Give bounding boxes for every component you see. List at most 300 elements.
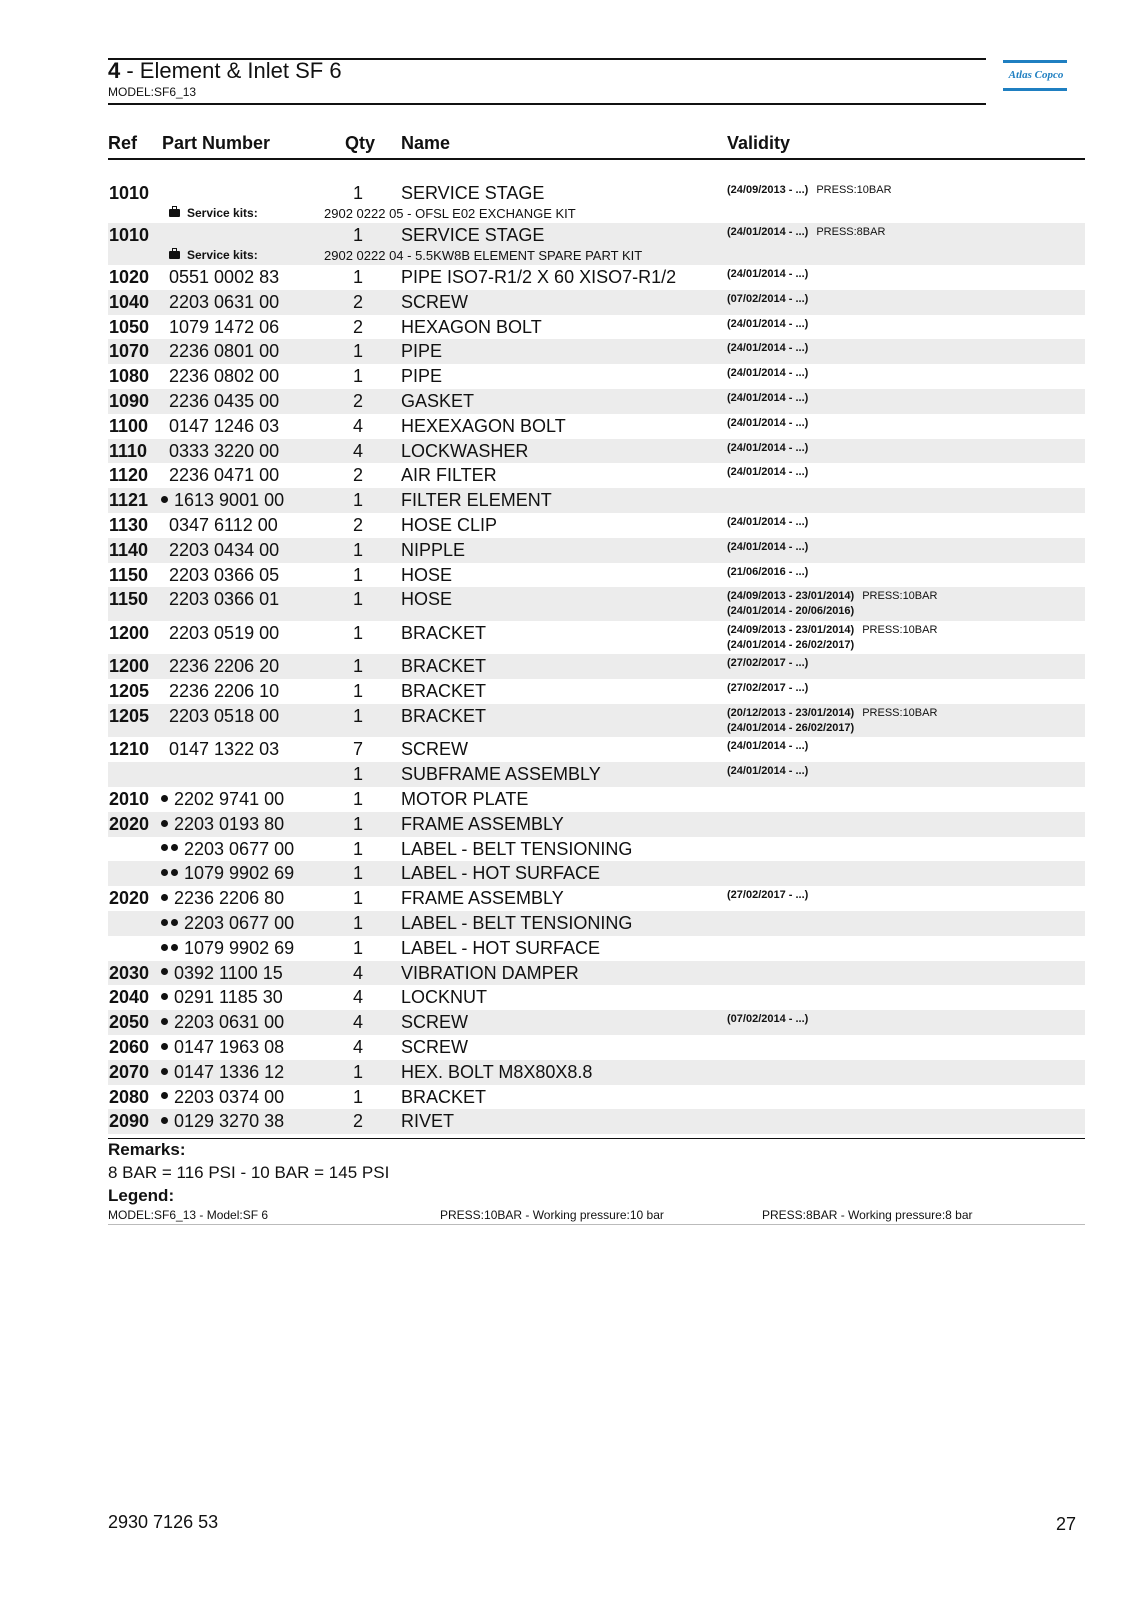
row-ref: 1020 bbox=[109, 267, 150, 287]
row-qty: 2 bbox=[352, 465, 363, 486]
indent-bullet-icon bbox=[171, 869, 178, 876]
legend-item-model: MODEL:SF6_13 - Model:SF 6 bbox=[108, 1208, 269, 1222]
row-part-number: 2203 0374 00 bbox=[174, 1086, 285, 1107]
row-qty: 1 bbox=[352, 888, 363, 909]
row-validity bbox=[727, 391, 808, 406]
table-row bbox=[108, 463, 1085, 488]
row-ref: 2090 bbox=[109, 1111, 150, 1132]
row-qty: 4 bbox=[352, 962, 363, 983]
row-validity bbox=[727, 681, 808, 696]
row-name: HEX. BOLT M8X80X8.8 bbox=[401, 1061, 593, 1082]
row-part-cell bbox=[169, 317, 279, 338]
row-name: VIBRATION DAMPER bbox=[401, 962, 579, 983]
row-ref: 1090 bbox=[109, 390, 150, 411]
row-validity bbox=[727, 565, 808, 580]
row-part-number: 0147 1336 12 bbox=[174, 1061, 285, 1082]
row-ref: 2080 bbox=[109, 1086, 150, 1107]
row-part-number: 2203 0677 00 bbox=[184, 913, 295, 934]
row-name: BRACKET bbox=[401, 705, 487, 726]
row-ref: 2030 bbox=[109, 962, 150, 983]
row-ref: 1210 bbox=[109, 739, 150, 760]
row-part-number: 2203 0677 00 bbox=[184, 838, 295, 859]
service-kit-value: 2902 0222 04 - 5.5KW8B ELEMENT SPARE PART KIT bbox=[324, 248, 643, 263]
row-validity-range: (27/02/2017 - ...) bbox=[727, 889, 809, 902]
row-qty: 1 bbox=[352, 490, 363, 511]
row-qty: 1 bbox=[352, 913, 363, 934]
logo-bar-top bbox=[1003, 60, 1067, 63]
row-name: LOCKNUT bbox=[401, 987, 488, 1008]
row-name: NIPPLE bbox=[401, 539, 466, 560]
row-validity-note: PRESS:10BAR bbox=[862, 706, 938, 719]
row-ref: 2020 bbox=[109, 813, 150, 834]
table-row bbox=[108, 621, 1085, 655]
row-ref: 1040 bbox=[109, 291, 150, 312]
row-qty: 1 bbox=[352, 267, 363, 287]
row-ref: 1110 bbox=[109, 440, 148, 461]
row-ref: 2020 bbox=[109, 888, 150, 909]
row-validity bbox=[727, 515, 808, 530]
row-part-number: 0147 1246 03 bbox=[169, 415, 280, 436]
table-row bbox=[108, 339, 1085, 364]
row-qty: 1 bbox=[352, 1086, 363, 1107]
row-qty: 1 bbox=[352, 789, 363, 810]
indent-bullet-icon bbox=[161, 1068, 168, 1075]
row-name: FRAME ASSEMBLY bbox=[401, 888, 564, 909]
indent-bullet-icon bbox=[161, 820, 168, 827]
row-part-cell bbox=[169, 366, 279, 387]
row-part-number: 2203 0631 00 bbox=[174, 1012, 285, 1033]
row-part-cell bbox=[161, 1111, 284, 1132]
row-part-number: 2236 2206 10 bbox=[169, 681, 280, 702]
row-validity-range: (27/02/2017 - ...) bbox=[727, 682, 809, 695]
row-ref: 1150 bbox=[109, 564, 149, 585]
page-number: 27 bbox=[1056, 1514, 1077, 1534]
row-validity-range: (24/01/2014 - ...) bbox=[727, 540, 809, 553]
row-ref: 1121 bbox=[109, 490, 149, 511]
row-part-cell bbox=[161, 863, 294, 884]
row-part-number: 0147 1963 08 bbox=[174, 1037, 285, 1058]
section-title-text: - Element & Inlet SF 6 bbox=[120, 58, 342, 83]
row-validity bbox=[727, 706, 937, 736]
table-row bbox=[108, 911, 1085, 936]
table-row bbox=[108, 679, 1085, 704]
row-qty: 2 bbox=[352, 514, 363, 535]
row-ref: 1200 bbox=[109, 622, 150, 643]
table-row bbox=[108, 265, 1085, 290]
row-qty: 4 bbox=[352, 987, 363, 1008]
row-validity-range: (24/01/2014 - ...) bbox=[727, 367, 809, 380]
remarks-heading: Remarks: bbox=[108, 1140, 186, 1159]
row-part-number: 2203 0193 80 bbox=[174, 813, 285, 834]
table-row bbox=[108, 513, 1085, 538]
row-name: SERVICE STAGE bbox=[401, 183, 545, 203]
row-qty: 1 bbox=[352, 681, 363, 702]
row-name: SCREW bbox=[401, 739, 468, 760]
toolbox-icon bbox=[169, 209, 180, 217]
indent-bullet-icon bbox=[161, 869, 168, 876]
row-name: BRACKET bbox=[401, 681, 487, 702]
row-validity bbox=[727, 540, 808, 555]
row-part-cell bbox=[161, 913, 294, 934]
row-qty: 2 bbox=[352, 291, 363, 312]
model-code: MODEL:SF6_13 bbox=[108, 85, 197, 99]
row-qty: 1 bbox=[352, 813, 363, 834]
row-part-cell bbox=[169, 441, 279, 462]
row-ref: 1140 bbox=[109, 539, 149, 560]
row-validity-range: (24/01/2014 - ...) bbox=[727, 342, 809, 355]
row-qty: 1 bbox=[352, 183, 363, 203]
row-validity-note: PRESS:8BAR bbox=[816, 226, 886, 238]
service-kit-label bbox=[169, 248, 258, 262]
row-validity bbox=[727, 292, 808, 307]
row-name: BRACKET bbox=[401, 622, 487, 643]
row-name: LOCKWASHER bbox=[401, 440, 529, 461]
row-name: HEXEXAGON BOLT bbox=[401, 415, 566, 436]
legend-heading: Legend: bbox=[108, 1186, 175, 1205]
row-validity bbox=[727, 764, 808, 779]
table-row bbox=[108, 812, 1085, 837]
row-part-cell bbox=[169, 565, 279, 586]
column-header-validity: Validity bbox=[727, 133, 791, 153]
service-kit-label-text: Service kits: bbox=[187, 206, 258, 220]
row-name: RIVET bbox=[401, 1111, 455, 1132]
row-validity-range: (20/12/2013 - 23/01/2014) bbox=[727, 706, 855, 719]
row-ref: 2050 bbox=[109, 1012, 150, 1033]
indent-bullet-icon bbox=[161, 993, 168, 1000]
row-ref: 1200 bbox=[109, 656, 150, 677]
row-validity-range: (24/01/2014 - ...) bbox=[727, 765, 809, 778]
row-validity-range: (07/02/2014 - ...) bbox=[727, 292, 809, 305]
row-part-cell bbox=[161, 1037, 284, 1058]
row-qty: 1 bbox=[352, 838, 363, 859]
row-part-cell bbox=[169, 706, 279, 727]
table-row bbox=[108, 936, 1085, 961]
indent-bullet-icon bbox=[161, 968, 168, 975]
row-name: PIPE bbox=[401, 366, 443, 387]
row-name: HOSE bbox=[401, 564, 453, 585]
column-header-rule bbox=[108, 158, 1085, 160]
row-qty: 1 bbox=[352, 564, 363, 585]
table-row bbox=[108, 837, 1085, 862]
table-row bbox=[108, 587, 1085, 621]
row-validity-range: (24/01/2014 - ...) bbox=[727, 226, 809, 238]
row-validity-range: (24/09/2013 - 23/01/2014) bbox=[727, 590, 855, 603]
row-qty: 4 bbox=[352, 1037, 363, 1058]
row-ref: 1205 bbox=[109, 705, 150, 726]
row-qty: 2 bbox=[352, 316, 363, 337]
row-name: LABEL - HOT SURFACE bbox=[401, 863, 601, 884]
table-row bbox=[108, 389, 1085, 414]
row-validity bbox=[727, 341, 808, 356]
table-row bbox=[108, 563, 1085, 588]
row-validity bbox=[727, 416, 808, 431]
row-validity bbox=[727, 317, 808, 332]
row-validity-range: (24/01/2014 - ...) bbox=[727, 441, 809, 454]
row-validity-note: PRESS:10BAR bbox=[816, 184, 892, 196]
row-name: LABEL - BELT TENSIONING bbox=[401, 838, 633, 859]
row-part-number: 0392 1100 15 bbox=[174, 962, 283, 983]
indent-bullet-icon bbox=[171, 919, 178, 926]
row-validity-range: (24/09/2013 - 23/01/2014) bbox=[727, 623, 855, 636]
table-row bbox=[108, 762, 1085, 787]
row-qty: 1 bbox=[352, 589, 363, 610]
row-validity-range: (24/01/2014 - ...) bbox=[727, 317, 809, 330]
section-number: 4 bbox=[108, 58, 121, 83]
row-qty: 1 bbox=[352, 656, 363, 677]
row-name: HEXAGON BOLT bbox=[401, 316, 542, 337]
document-number: 2930 7126 53 bbox=[108, 1512, 219, 1532]
service-kit-label-text: Service kits: bbox=[187, 248, 258, 262]
row-part-cell bbox=[169, 739, 279, 760]
logo-bar-bottom bbox=[1003, 88, 1067, 91]
row-qty: 1 bbox=[352, 539, 363, 560]
indent-bullet-icon bbox=[161, 894, 168, 901]
row-part-number: 1079 9902 69 bbox=[184, 937, 295, 958]
row-part-number: 0347 6112 00 bbox=[169, 514, 278, 535]
row-part-cell bbox=[161, 789, 284, 810]
row-validity-note: PRESS:10BAR bbox=[862, 623, 938, 636]
table-row bbox=[108, 787, 1085, 812]
row-name: HOSE CLIP bbox=[401, 514, 498, 535]
row-name: PIPE bbox=[401, 341, 443, 362]
row-qty: 4 bbox=[352, 415, 363, 436]
row-validity bbox=[727, 1012, 808, 1027]
row-part-cell bbox=[161, 987, 283, 1008]
row-name: SUBFRAME ASSEMBLY bbox=[401, 764, 601, 785]
legend-item-press-10bar: PRESS:10BAR - Working pressure:10 bar bbox=[440, 1208, 664, 1222]
row-part-cell bbox=[161, 963, 283, 984]
legend-item-press-8bar: PRESS:8BAR - Working pressure:8 bar bbox=[762, 1208, 973, 1222]
indent-bullet-icon bbox=[161, 1018, 168, 1025]
table-row bbox=[108, 1109, 1085, 1134]
row-part-cell bbox=[161, 490, 284, 511]
row-part-number: 2203 0631 00 bbox=[169, 291, 280, 312]
table-row bbox=[108, 315, 1085, 340]
table-row bbox=[108, 861, 1085, 886]
row-validity-range: (24/01/2014 - ...) bbox=[727, 515, 809, 528]
row-part-number: 2236 2206 20 bbox=[169, 656, 280, 677]
row-ref: 2010 bbox=[109, 789, 150, 810]
row-part-cell bbox=[169, 341, 279, 362]
row-part-number: 2236 0801 00 bbox=[169, 341, 280, 362]
row-qty: 2 bbox=[352, 390, 363, 411]
row-qty: 4 bbox=[352, 440, 363, 461]
row-name: FILTER ELEMENT bbox=[401, 490, 552, 511]
row-part-number: 2203 0366 05 bbox=[169, 564, 280, 585]
row-name: SERVICE STAGE bbox=[401, 225, 545, 245]
row-ref: 1070 bbox=[109, 341, 150, 362]
row-qty: 7 bbox=[352, 739, 363, 760]
row-validity-range-2: (24/01/2014 - 26/02/2017) bbox=[727, 638, 855, 651]
row-part-cell bbox=[169, 623, 279, 644]
indent-bullet-icon bbox=[161, 795, 168, 802]
indent-bullet-icon bbox=[171, 944, 178, 951]
legend-rule bbox=[108, 1224, 1085, 1225]
row-part-cell bbox=[161, 814, 284, 835]
row-part-cell bbox=[169, 540, 279, 561]
row-name: BRACKET bbox=[401, 1086, 487, 1107]
row-validity bbox=[727, 656, 808, 671]
row-part-cell bbox=[161, 938, 294, 959]
logo-text: Atlas Copco bbox=[1008, 69, 1064, 81]
row-ref: 1010 bbox=[109, 225, 150, 245]
table-row bbox=[108, 985, 1085, 1010]
row-part-cell bbox=[161, 888, 284, 909]
indent-bullet-icon bbox=[161, 1117, 168, 1124]
row-part-number: 0333 3220 00 bbox=[169, 440, 280, 461]
row-ref: 1080 bbox=[109, 366, 150, 387]
row-qty: 1 bbox=[352, 341, 363, 362]
table-row bbox=[108, 654, 1085, 679]
row-qty: 1 bbox=[352, 705, 363, 726]
table-row bbox=[108, 1060, 1085, 1085]
row-part-number: 0291 1185 30 bbox=[174, 987, 283, 1008]
row-name: BRACKET bbox=[401, 656, 487, 677]
service-kit-value: 2902 0222 05 - OFSL E02 EXCHANGE KIT bbox=[324, 206, 576, 221]
row-name: SCREW bbox=[401, 1012, 468, 1033]
table-row bbox=[108, 181, 1085, 223]
indent-bullet-icon bbox=[161, 844, 168, 851]
table-row bbox=[108, 1010, 1085, 1035]
indent-bullet-icon bbox=[161, 919, 168, 926]
row-validity bbox=[727, 739, 808, 754]
page-title bbox=[108, 58, 342, 84]
row-name: AIR FILTER bbox=[401, 465, 497, 486]
column-header-part-number: Part Number bbox=[162, 133, 271, 153]
indent-bullet-icon bbox=[171, 844, 178, 851]
row-ref: 2060 bbox=[109, 1037, 150, 1058]
row-qty: 2 bbox=[352, 1111, 363, 1132]
row-ref: 2040 bbox=[109, 987, 150, 1008]
row-part-cell bbox=[169, 465, 279, 486]
row-ref: 1130 bbox=[109, 514, 149, 535]
header-rule-bottom bbox=[108, 103, 986, 105]
row-part-number: 0147 1322 03 bbox=[169, 739, 280, 760]
row-validity-note: PRESS:10BAR bbox=[862, 590, 938, 603]
row-qty: 1 bbox=[352, 764, 363, 785]
row-part-number: 2203 0366 01 bbox=[169, 589, 280, 610]
row-part-cell bbox=[169, 589, 279, 610]
row-validity bbox=[727, 888, 808, 903]
table-row bbox=[108, 737, 1085, 762]
row-ref: 1205 bbox=[109, 681, 150, 702]
row-validity-range: (24/01/2014 - ...) bbox=[727, 466, 809, 479]
row-ref: 1050 bbox=[109, 316, 150, 337]
row-validity bbox=[727, 589, 937, 619]
indent-bullet-icon bbox=[161, 944, 168, 951]
row-qty: 1 bbox=[352, 366, 363, 387]
row-name: LABEL - BELT TENSIONING bbox=[401, 913, 633, 934]
row-validity bbox=[727, 183, 892, 198]
row-part-number: 2203 0519 00 bbox=[169, 622, 280, 643]
row-part-cell bbox=[169, 515, 278, 536]
row-validity-range-2: (24/01/2014 - 20/06/2016) bbox=[727, 605, 855, 618]
table-row bbox=[108, 488, 1085, 513]
table-row bbox=[108, 961, 1085, 986]
row-part-number: 1613 9001 00 bbox=[174, 490, 285, 511]
service-kit-label bbox=[169, 206, 258, 220]
row-part-number: 2236 0435 00 bbox=[169, 390, 280, 411]
row-part-number: 2236 0471 00 bbox=[169, 465, 280, 486]
row-validity bbox=[727, 441, 808, 456]
parts-table bbox=[108, 181, 1085, 1134]
table-row bbox=[108, 1035, 1085, 1060]
row-qty: 1 bbox=[352, 863, 363, 884]
table-row bbox=[108, 414, 1085, 439]
row-part-number: 2203 0434 00 bbox=[169, 539, 280, 560]
row-part-cell bbox=[161, 839, 294, 860]
row-name: SCREW bbox=[401, 1037, 468, 1058]
row-validity-range: (24/01/2014 - ...) bbox=[727, 268, 809, 280]
row-validity-range: (27/02/2017 - ...) bbox=[727, 657, 809, 670]
row-part-cell bbox=[161, 1062, 284, 1083]
row-part-number: 0551 0002 83 bbox=[169, 267, 280, 287]
row-qty: 1 bbox=[352, 937, 363, 958]
indent-bullet-icon bbox=[161, 496, 168, 503]
row-qty: 1 bbox=[352, 622, 363, 643]
brand-logo bbox=[1003, 60, 1069, 94]
column-header-ref: Ref bbox=[108, 133, 138, 153]
remarks-text: 8 BAR = 116 PSI - 10 BAR = 145 PSI bbox=[108, 1163, 390, 1182]
row-name: PIPE ISO7-R1/2 X 60 XISO7-R1/2 bbox=[401, 267, 677, 287]
row-qty: 1 bbox=[352, 225, 363, 245]
row-validity-range: (07/02/2014 - ...) bbox=[727, 1013, 809, 1026]
row-validity-range: (24/01/2014 - ...) bbox=[727, 391, 809, 404]
table-row bbox=[108, 704, 1085, 738]
row-validity-range-2: (24/01/2014 - 26/02/2017) bbox=[727, 721, 855, 734]
row-name: FRAME ASSEMBLY bbox=[401, 813, 564, 834]
table-row bbox=[108, 439, 1085, 464]
row-qty: 1 bbox=[352, 1061, 363, 1082]
row-validity bbox=[727, 465, 808, 480]
row-part-cell bbox=[169, 681, 279, 702]
row-part-number: 1079 9902 69 bbox=[184, 863, 295, 884]
row-validity-range: (21/06/2016 - ...) bbox=[727, 565, 809, 578]
row-part-cell bbox=[169, 416, 279, 437]
row-validity-range: (24/09/2013 - ...) bbox=[727, 184, 809, 196]
row-validity bbox=[727, 267, 808, 282]
table-row bbox=[108, 364, 1085, 389]
row-ref: 2070 bbox=[109, 1061, 150, 1082]
row-validity bbox=[727, 225, 885, 240]
row-ref: 1100 bbox=[109, 415, 149, 436]
row-name: LABEL - HOT SURFACE bbox=[401, 937, 601, 958]
row-ref: 1150 bbox=[109, 589, 149, 610]
column-header-qty: Qty bbox=[345, 133, 376, 153]
row-validity-range: (24/01/2014 - ...) bbox=[727, 740, 809, 753]
table-row bbox=[108, 223, 1085, 265]
row-part-number: 2236 0802 00 bbox=[169, 366, 280, 387]
row-validity bbox=[727, 623, 937, 653]
row-part-cell bbox=[169, 391, 279, 412]
row-part-number: 2202 9741 00 bbox=[174, 789, 285, 810]
row-ref: 1010 bbox=[109, 183, 150, 203]
row-part-cell bbox=[169, 267, 279, 288]
row-validity-range: (24/01/2014 - ...) bbox=[727, 416, 809, 429]
row-part-number: 0129 3270 38 bbox=[174, 1111, 285, 1132]
row-part-number: 2236 2206 80 bbox=[174, 888, 285, 909]
table-row bbox=[108, 290, 1085, 315]
column-header-name: Name bbox=[401, 133, 451, 153]
row-part-cell bbox=[169, 656, 279, 677]
row-name: GASKET bbox=[401, 390, 475, 411]
table-row bbox=[108, 1085, 1085, 1110]
row-part-number: 1079 1472 06 bbox=[169, 316, 280, 337]
row-name: SCREW bbox=[401, 291, 468, 312]
row-part-number: 2203 0518 00 bbox=[169, 705, 280, 726]
toolbox-icon bbox=[169, 251, 180, 259]
row-qty: 4 bbox=[352, 1012, 363, 1033]
